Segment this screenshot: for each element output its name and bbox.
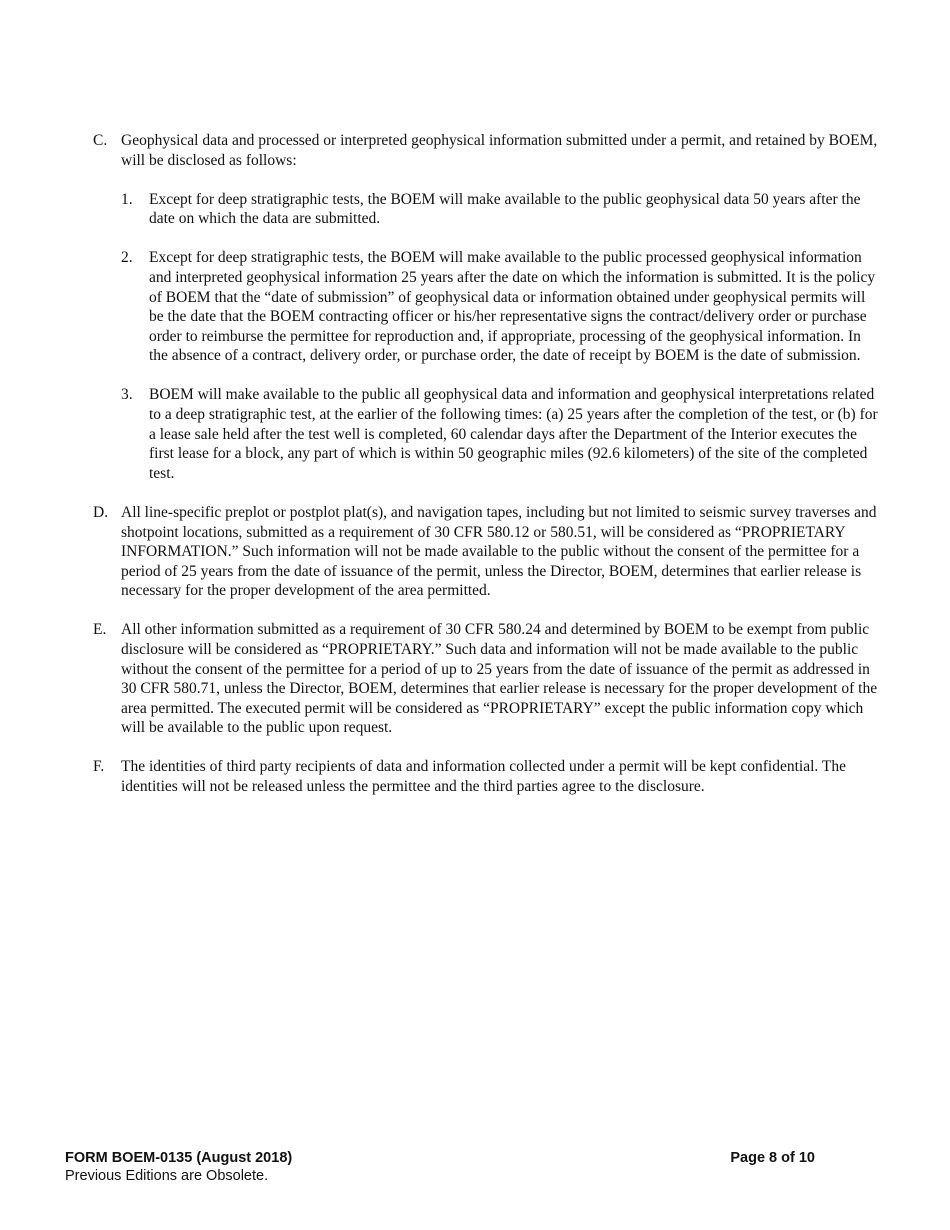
section-text: Geophysical data and processed or interpreted geophysical information submitted under a permit, and retained by BOEM, will be disclosed as follows:	[121, 132, 878, 169]
section-marker: C.	[93, 132, 108, 149]
subitem-marker: 1.	[121, 190, 133, 208]
section-marker: D.	[93, 503, 109, 521]
section-f	[93, 757, 878, 796]
section-marker: F.	[93, 758, 105, 776]
subitem-marker: 2.	[121, 249, 133, 267]
subitem-3	[121, 385, 878, 483]
subitem-1	[121, 190, 878, 229]
section-d	[93, 503, 878, 601]
form-id: FORM BOEM-0135 (August 2018)	[65, 1150, 293, 1166]
section-text: All other information submitted as a requirement of 30 CFR 580.24 and determined by BOEM to be exempt from public disclosure will be considered as “PROPRIETARY.” Such data and information will not be made available to the public without the consent of the permittee for a period of up to 25 years from the date of issuance of the permit as addressed in 30 CFR 580.71, unless the Director, BOEM, determines that earlier release is necessary for the proper development of the area permitted. The executed permit will be considered as “PROPRIETARY” except the public information copy which will be available to the public upon request.	[121, 621, 878, 737]
footer-note: Previous Editions are Obsolete.	[65, 1168, 269, 1184]
page-number: Page 8 of 10	[730, 1150, 815, 1166]
subitem-text: Except for deep stratigraphic tests, the BOEM will make available to the public processed geophysical information and interpreted geophysical information 25 years after the date on which the information is submitted. It is the policy of BOEM that the “date of submission” of geophysical data or information obtained under geophysical permits will be the date that the BOEM contracting officer or his/her representative signs the contract/delivery order or purchase order to reimburse the permittee for reproduction and, if appropriate, processing of the geophysical information. In the absence of a contract, delivery order, or purchase order, the date of receipt by BOEM is the date of submission.	[149, 249, 876, 365]
section-c	[93, 131, 878, 483]
section-text: All line-specific preplot or postplot plat(s), and navigation tapes, including but not limited to seismic survey traverses and shotpoint locations, submitted as a requirement of 30 CFR 580.12 or 580.51, will be considered as “PROPRIETARY INFORMATION.” Such information will not be made available to the public without the consent of the permittee for a period of 25 years from the date of issuance of the permit, unless the Director, BOEM, determines that earlier release is necessary for the proper development of the area permitted.	[121, 503, 877, 600]
section-marker: E.	[93, 621, 107, 639]
subitem-text: BOEM will make available to the public all geophysical data and information and geophysical interpretations related to a deep stratigraphic test, at the earlier of the following times: (a) 25 years after the completion of the test, or (b) for a lease sale held after the test well is completed, 60 calendar days after the Department of the Interior executes the first lease for a block, any part of which is within 50 geographic miles (92.6 kilometers) of the site of the completed test.	[149, 386, 878, 482]
subitem-marker: 3.	[121, 386, 133, 404]
document-body	[93, 131, 878, 816]
section-e	[93, 620, 878, 738]
subitem-2	[121, 248, 878, 366]
page-footer	[65, 1149, 815, 1185]
subitem-text: Except for deep stratigraphic tests, the BOEM will make available to the public geophysical data 50 years after the date on which the data are submitted.	[149, 190, 861, 228]
section-text: The identities of third party recipients of data and information collected under a permit will be kept confidential. The identities will not be released unless the permittee and the third parties agree to the disclosure.	[121, 758, 846, 796]
